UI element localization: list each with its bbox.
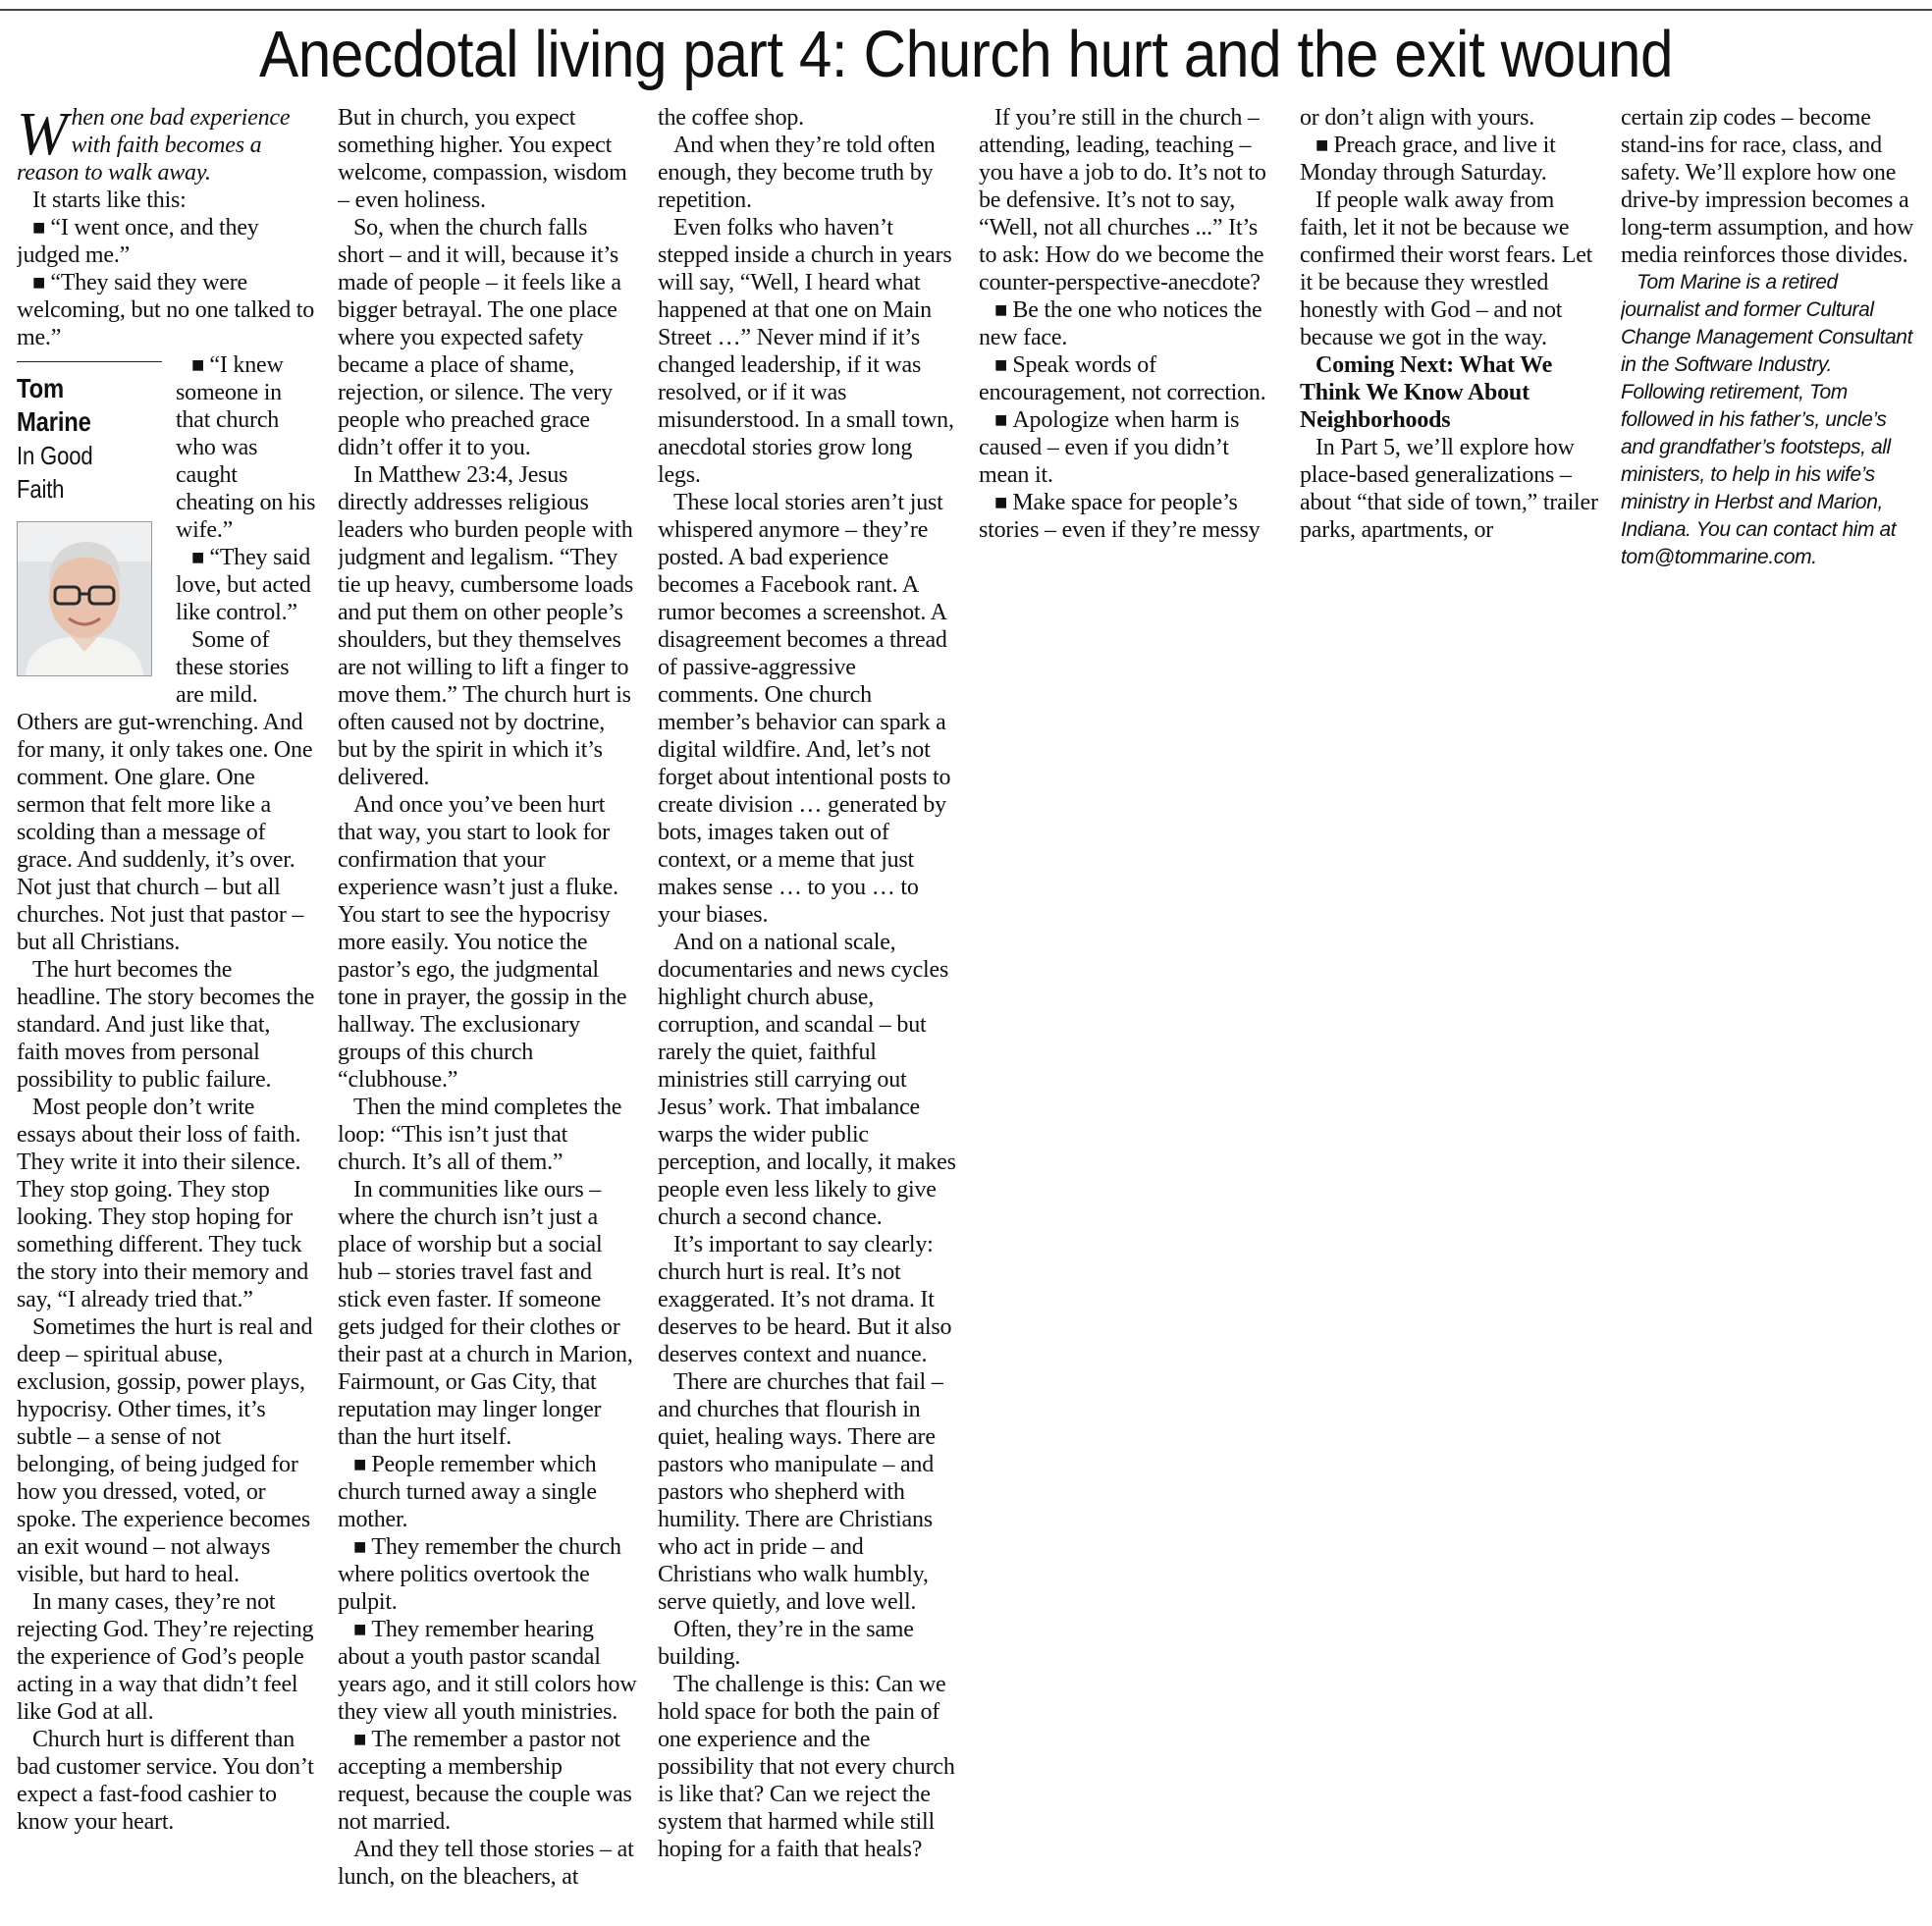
bullet-item: ■ “They said they were welcoming, but no one talked to me.” <box>17 269 316 351</box>
column-6 <box>1621 104 1920 1920</box>
paragraph: It’s important to say clearly: church hurt is real. It’s not exaggerated. It’s not drama. It deserves to be heard. But it also deserves context and nuance. <box>658 1232 952 1367</box>
paragraph: In Part 5, we’ll explore how place-based generalizations – about “that side of town,” trailer parks, apartments, or <box>1300 435 1598 543</box>
column-2 <box>338 104 637 1920</box>
byline <box>17 357 162 683</box>
paragraph: In Matthew 23:4, Jesus directly addresses religious leaders who burden people with judgment and legalism. “They tie up heavy, cumbersome loads and put them on other people’s shoulders, but they themselves are not willing to lift a finger to move them.” The church hurt is often caused not by doctrine, but by the spirit in which it’s delivered. <box>338 462 634 790</box>
paragraph: These local stories aren’t just whispered anymore – they’re posted. A bad experience becomes a Facebook rant. A rumor becomes a screenshot. A disagreement becomes a thread of passive-aggressive comments. One church member’s behavior can spark a digital wildfire. And, let’s not forget about intentional posts to create division … generated by bots, images taken out of context, or a meme that just makes sense … to you … to your biases. <box>658 490 951 928</box>
paragraph: But in church, you expect something higher. You expect welcome, compassion, wisdom – even holiness. <box>338 105 627 213</box>
paragraph: Church hurt is different than bad customer service. You don’t expect a fast-food cashier to know your heart. <box>17 1727 314 1835</box>
column-3 <box>658 104 957 1920</box>
top-rule <box>0 9 1932 11</box>
paragraph: The hurt becomes the headline. The story becomes the standard. And just like that, faith moves from personal possibility to public failure. <box>17 957 315 1093</box>
paragraph: If people walk away from faith, let it not be because we confirmed their worst fears. Let it be because they wrestled honestly with God – and not because we got in the way. <box>1300 187 1593 350</box>
bullet-item: ■ Make space for people’s stories – even if they’re messy <box>979 489 1278 544</box>
subhead: Coming Next: What We Think We Know About Neighborhoods <box>1300 352 1553 433</box>
paragraph: And on a national scale, documentaries and news cycles highlight church abuse, corruption, and scandal – but rarely the quiet, faithful ministries still carrying out Jesus’ work. That imbalance warps the wider public perception, and locally, it makes people even less likely to give church a second chance. <box>658 930 956 1230</box>
byline-rule <box>17 361 162 362</box>
bullet-item: ■ The remember a pastor not accepting a membership request, because the couple was not married. <box>338 1726 637 1836</box>
bullet-item: ■ “I went once, and they judged me.” <box>17 214 316 269</box>
column-name-line1: In Good <box>17 441 93 470</box>
bullet-item: ■ Speak words of encouragement, not correction. <box>979 351 1278 406</box>
paragraph: The challenge is this: Can we hold space for both the pain of one experience and the possibility that not every church is like that? Can we reject the system that harmed while still hoping for a faith that heals? <box>658 1672 955 1862</box>
bullet-item: ■ People remember which church turned away a single mother. <box>338 1451 637 1533</box>
column-5 <box>1300 104 1599 1920</box>
paragraph: There are churches that fail – and churches that flourish in quiet, healing ways. There are pastors who manipulate – and pastors who shepherd with humility. There are Christians who act in pride – and Christians who walk humbly, serve quietly, and love well. <box>658 1369 943 1615</box>
drop-cap: W <box>17 104 68 168</box>
column-name-line2: Faith <box>17 474 65 504</box>
paragraph: If you’re still in the church – attending, leading, teaching – you have a job to do. It’s not to be defensive. It’s not to say, “Well, not all churches ...” It’s to ask: How do we become the counter-perspective-anecdote? <box>979 105 1266 295</box>
paragraph: Even folks who haven’t stepped inside a church in years will say, “Well, I heard what happened at that one on Main Street …” Never mind if it’s changed leadership, if it was resolved, or if it was misunderstood. In a small town, anecdotal stories grow long legs. <box>658 215 954 488</box>
column-4 <box>979 104 1278 1920</box>
column-1 <box>17 104 316 1920</box>
bullet-item: ■ Be the one who notices the new face. <box>979 296 1278 351</box>
paragraph: Some of these stories are mild. Others are gut-wrenching. And for many, it only takes one. One comment. One glare. One sermon that felt more like a scolding than a message of grace. And suddenly, it’s over. Not just that church – but all churches. Not just that pastor – but all Christians. <box>17 627 313 955</box>
paragraph: In many cases, they’re not rejecting God. They’re rejecting the experience of God’s people acting in a way that didn’t feel like God at all. <box>17 1589 314 1725</box>
paragraph: In communities like ours – where the church isn’t just a place of worship but a social hub – stories travel fast and stick even faster. If someone gets judged for their clothes or their past at a church in Marion, Fairmount, or Gas City, that reputation may linger longer than the hurt itself. <box>338 1177 633 1450</box>
author-last-name: Marine <box>17 406 91 437</box>
deck-text: hen one bad experience with faith becomes a reason to walk away. <box>17 105 291 186</box>
bullet-item: ■ “I knew someone in that church who was caught cheating on his wife.” <box>17 351 316 544</box>
paragraph: And once you’ve been hurt that way, you start to look for confirmation that your experience wasn’t just a fluke. You start to see the hypocrisy more easily. You notice the pastor’s ego, the judgmental tone in prayer, the gossip in the hallway. The exclusionary groups of this church “clubhouse.” <box>338 792 627 1093</box>
paragraph: Often, they’re in the same building. <box>658 1617 914 1670</box>
paragraph: certain zip codes – become stand-ins for race, class, and safety. We’ll explore how one drive-by impression becomes a long-term assumption, and how media reinforces those divides. <box>1621 105 1914 268</box>
paragraph: Most people don’t write essays about their loss of faith. They write it into their silence. They stop going. They stop looking. They stop hoping for something different. They tuck the story into their memory and say, “I already tried that.” <box>17 1095 309 1312</box>
bullet-item: ■ “They said love, but acted like control.” <box>17 544 316 626</box>
paragraph: Then the mind completes the loop: “This isn’t just that church. It’s all of them.” <box>338 1095 622 1175</box>
headline: Anecdotal living part 4: Church hurt and the exit wound <box>258 18 1674 91</box>
bullet-item: ■ Preach grace, and live it Monday through Saturday. <box>1300 132 1599 187</box>
paragraph: And when they’re told often enough, they become truth by repetition. <box>658 133 936 213</box>
deck <box>17 104 316 187</box>
paragraph: And they tell those stories – at lunch, on the bleachers, at <box>338 1837 634 1890</box>
author-bio: Tom Marine is a retired journalist and former Cultural Change Management Consultant in the Software Industry. Following retirement, Tom followed in his father’s, uncle’s and grandfather’s footsteps, all ministers, to help in his wife’s ministry in Herbst and Marion, Indiana. You can contact him at tom@tommarine.com. <box>1621 271 1913 568</box>
paragraph: So, when the church falls short – and it will, because it’s made of people – it feels like a bigger betrayal. The one place where you expected safety became a place of shame, rejection, or silence. The very people who preached grace didn’t offer it to you. <box>338 215 621 460</box>
bullet-item: ■ They remember hearing about a youth pastor scandal years ago, and it still colors how they view all youth ministries. <box>338 1616 637 1726</box>
paragraph: or don’t align with yours. <box>1300 105 1535 131</box>
paragraph: It starts like this: <box>32 187 187 213</box>
paragraph: the coffee shop. <box>658 105 804 131</box>
bullet-item: ■ They remember the church where politics overtook the pulpit. <box>338 1533 637 1616</box>
author-first-name: Tom <box>17 373 64 403</box>
bullet-item: ■ Apologize when harm is caused – even if you didn’t mean it. <box>979 406 1278 489</box>
paragraph: Sometimes the hurt is real and deep – spiritual abuse, exclusion, gossip, power plays, hypocrisy. Other times, it’s subtle – a sense of not belonging, of being judged for how you dressed, voted, or spoke. The experience becomes an exit wound – not always visible, but hard to heal. <box>17 1314 313 1587</box>
author-photo <box>17 521 152 676</box>
